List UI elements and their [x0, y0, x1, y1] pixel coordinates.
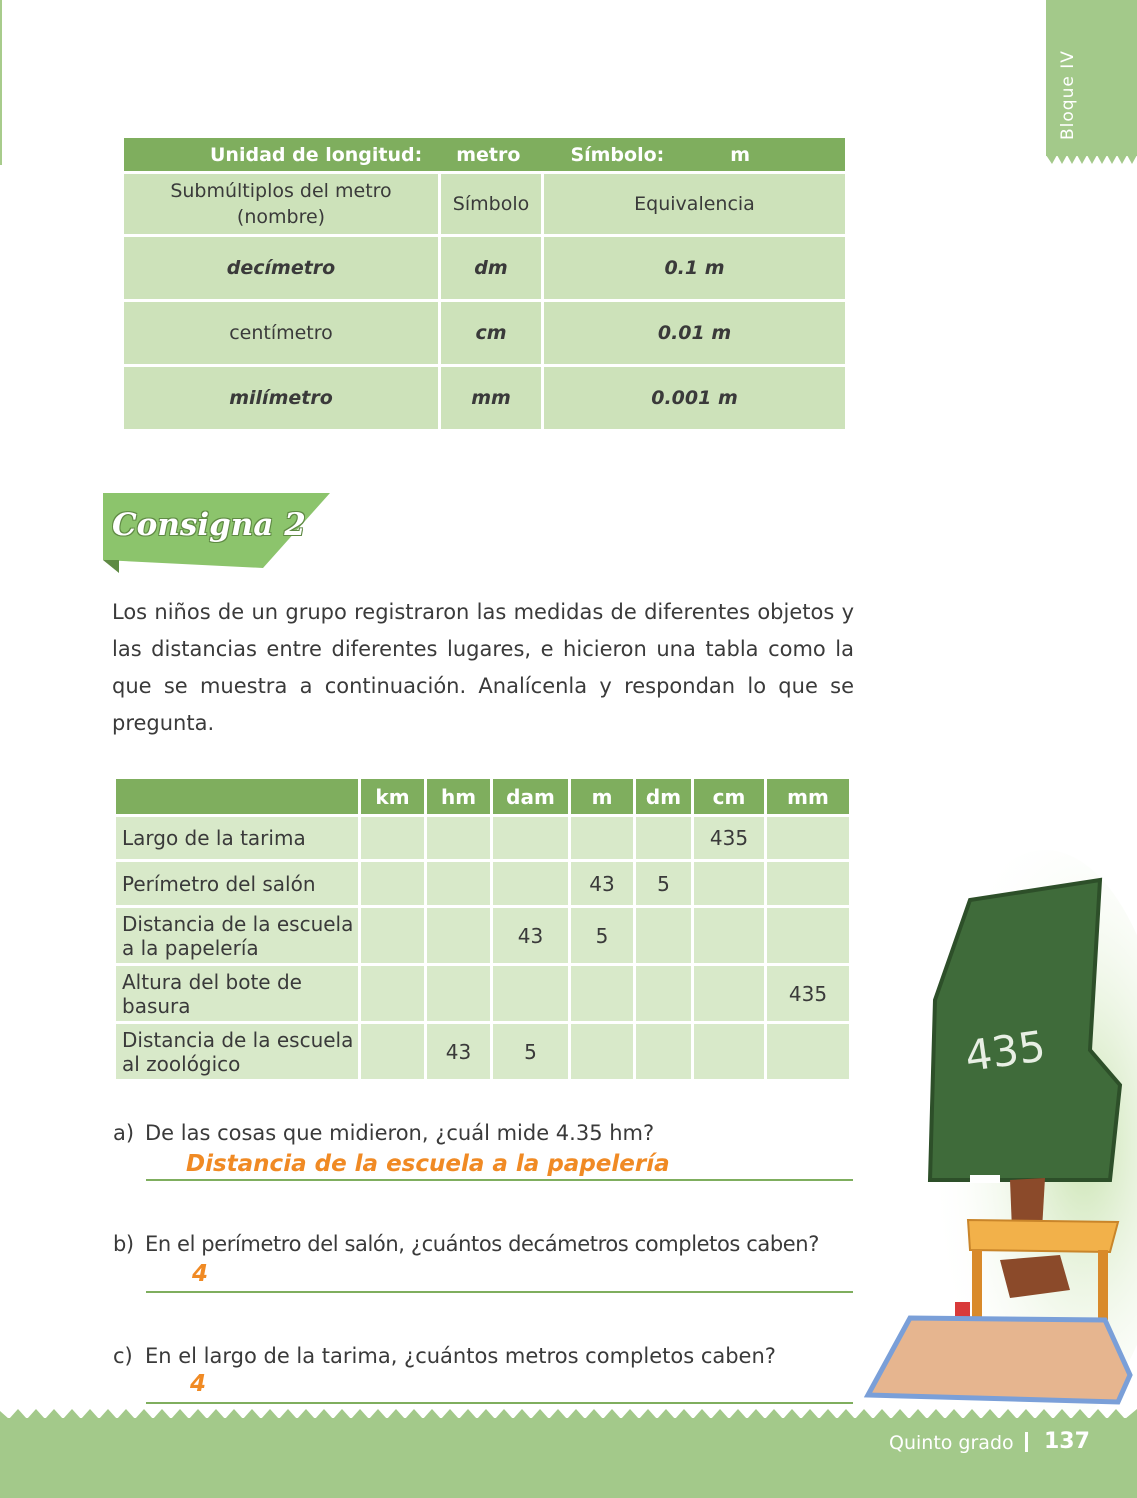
platform: [868, 1318, 1130, 1402]
cell: [570, 965, 635, 1023]
column-header: [115, 779, 360, 816]
question-a: [113, 1121, 654, 1145]
row-label: Largo de la tarima: [115, 816, 360, 861]
unit-name: metro: [456, 143, 521, 166]
table-row: [115, 816, 851, 861]
column-header: Símbolo: [440, 173, 543, 236]
cell: [426, 861, 492, 907]
cell: 43: [570, 861, 635, 907]
page-edge-line: [0, 0, 2, 165]
cell: [635, 907, 693, 965]
cell: 43: [426, 1023, 492, 1081]
answer-b[interactable]: 4: [192, 1261, 209, 1287]
submultiple-equivalence: 0.01 m: [543, 301, 847, 366]
cell: [766, 907, 851, 965]
cell: 5: [492, 1023, 570, 1081]
answer-c[interactable]: 4: [190, 1371, 207, 1397]
cell: [492, 861, 570, 907]
cell: 43: [492, 907, 570, 965]
cell: [492, 965, 570, 1023]
table-row: [115, 965, 851, 1023]
cell: [360, 907, 426, 965]
column-header: dam: [492, 779, 570, 816]
cell: [635, 965, 693, 1023]
column-header: Equivalencia: [543, 173, 847, 236]
cell: [693, 907, 766, 965]
submultiple-symbol: mm: [440, 366, 543, 431]
table-row: [115, 907, 851, 965]
cell: [635, 816, 693, 861]
unit-symbol: m: [730, 143, 751, 166]
column-header: m: [570, 779, 635, 816]
answer-line-c: [146, 1402, 853, 1404]
cell: 435: [693, 816, 766, 861]
table-row: [115, 861, 851, 907]
column-header: mm: [766, 779, 851, 816]
cell: [693, 861, 766, 907]
row-label: Perímetro del salón: [115, 861, 360, 907]
column-header: Submúltiplos del metro (nombre): [123, 173, 440, 236]
symbol-label: Símbolo:: [570, 143, 665, 166]
footer-band: [0, 1418, 1137, 1498]
question-letter: a): [113, 1121, 135, 1145]
cell: [360, 1023, 426, 1081]
cell: [635, 1023, 693, 1081]
table-row: [123, 236, 847, 301]
submultiple-name: milímetro: [123, 366, 440, 431]
cell: [766, 861, 851, 907]
submultiple-symbol: cm: [440, 301, 543, 366]
measures-table: [113, 779, 852, 1082]
cell: [492, 816, 570, 861]
chalk-eraser: [970, 1175, 1000, 1183]
unit-label: Unidad de longitud:: [210, 143, 423, 166]
cell: 435: [766, 965, 851, 1023]
submultiple-equivalence: 0.001 m: [543, 366, 847, 431]
measures-header-row: [115, 779, 851, 816]
table-row: [123, 301, 847, 366]
bloque-label: Bloque IV: [1058, 50, 1078, 140]
row-label: Distancia de la escuela a la papelería: [115, 907, 360, 965]
submultiple-name: decímetro: [123, 236, 440, 301]
column-header: dm: [635, 779, 693, 816]
footer-grade: Quinto grado: [889, 1432, 1014, 1454]
question-text: De las cosas que midieron, ¿cuál mide 4.35 hm?: [145, 1121, 655, 1145]
question-c: [113, 1344, 776, 1368]
cell: [426, 965, 492, 1023]
column-header: km: [360, 779, 426, 816]
cell: [360, 816, 426, 861]
submultiple-equivalence: 0.1 m: [543, 236, 847, 301]
cell: [693, 965, 766, 1023]
submultiple-name: centímetro: [123, 301, 440, 366]
question-letter: c): [113, 1344, 133, 1368]
classroom-illustration: [860, 850, 1137, 1410]
cell: [360, 965, 426, 1023]
unit-table: [121, 138, 848, 432]
cell: [766, 816, 851, 861]
cell: [570, 1023, 635, 1081]
row-label: Altura del bote de basura: [115, 965, 360, 1023]
answer-line-a: [146, 1179, 853, 1181]
cell: [360, 861, 426, 907]
column-header: cm: [693, 779, 766, 816]
question-text: En el largo de la tarima, ¿cuántos metros completos caben?: [145, 1344, 776, 1368]
table-row: [123, 366, 847, 431]
cell: [426, 907, 492, 965]
cell: [693, 1023, 766, 1081]
unit-header-cell: [123, 138, 847, 173]
unit-table-header: [123, 138, 847, 173]
page-number: 137: [1044, 1429, 1090, 1454]
cell: [570, 816, 635, 861]
submultiple-symbol: dm: [440, 236, 543, 301]
cell: [766, 1023, 851, 1081]
table-row: [115, 1023, 851, 1081]
chalkboard-number: 435: [962, 1021, 1049, 1082]
cell: 5: [635, 861, 693, 907]
answer-a[interactable]: Distancia de la escuela a la papelería: [186, 1151, 670, 1177]
footer-separator: [1025, 1432, 1028, 1452]
zigzag-edge: [1046, 155, 1137, 164]
cell: 5: [570, 907, 635, 965]
zigzag-edge: [0, 1409, 1137, 1419]
consigna-title: Consigna 2: [112, 507, 306, 543]
column-header: hm: [426, 779, 492, 816]
row-label: Distancia de la escuela al zoológico: [115, 1023, 360, 1081]
question-text: En el perímetro del salón, ¿cuántos decámetros completos caben?: [145, 1232, 819, 1256]
answer-line-b: [146, 1291, 853, 1293]
question-letter: b): [113, 1232, 134, 1256]
instructions-paragraph: Los niños de un grupo registraron las medidas de diferentes objetos y las distancias entre diferentes lugares, e hicieron una tabla como la que se muestra a continuación. Analícenla y respondan lo que se pregunta.: [112, 600, 854, 735]
cell: [426, 816, 492, 861]
unit-table-columns: [123, 173, 847, 236]
question-b: [113, 1232, 819, 1256]
